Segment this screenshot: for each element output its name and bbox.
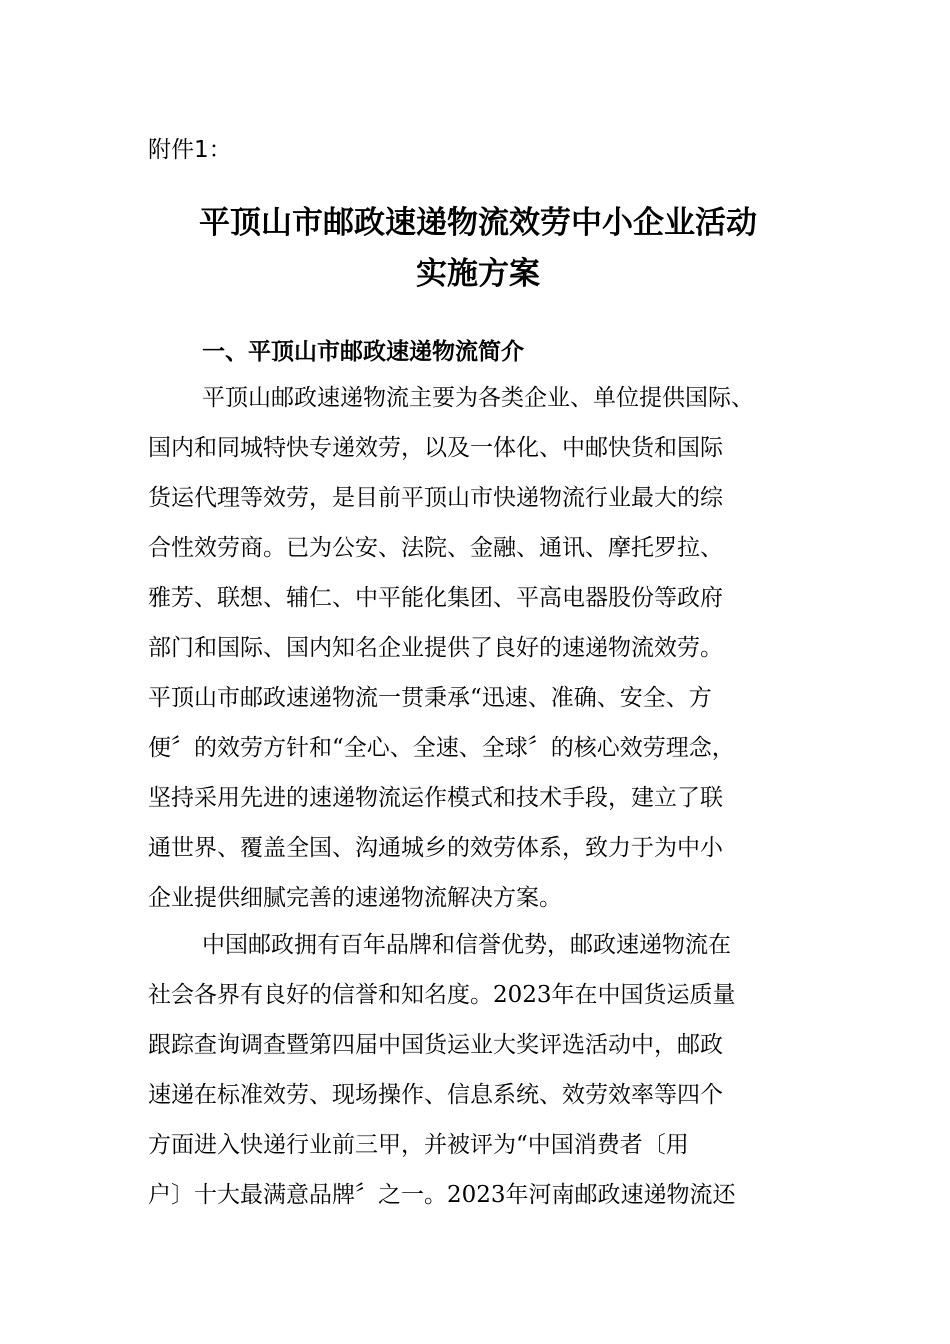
paragraph-line: 速递在标准效劳、现场操作、信息系统、效劳效率等四个 — [148, 1082, 723, 1108]
paragraph-line: 企业提供细腻完善的速递物流解决方案。 — [148, 885, 562, 911]
paragraph-line: 货运代理等效劳，是目前平顶山市快递物流行业最大的综 — [148, 485, 723, 511]
document-title-line-2: 实施方案 — [416, 256, 540, 292]
paragraph-line: 方面进入快递行业前三甲，并被评为“中国消费者〔用 — [148, 1132, 689, 1158]
paragraph-line: 通世界、覆盖全国、沟通城乡的效劳体系，致力于为中小 — [148, 835, 723, 861]
paragraph-line: 合性效劳商。已为公安、法院、金融、通讯、摩托罗拉、 — [148, 535, 723, 561]
paragraph-line: 户〕十大最满意品牌〞之一。2023年河南邮政速递物流还 — [148, 1182, 736, 1208]
paragraph-line: 国内和同城特快专递效劳，以及一体化、中邮快货和国际 — [148, 435, 723, 461]
paragraph-line: 便〞的效劳方针和“全心、全速、全球〞的核心效劳理念， — [148, 735, 735, 761]
paragraph-line: 平顶山市邮政速递物流一贯秉承“迅速、准确、安全、方 — [148, 685, 712, 711]
paragraph-line: 中国邮政拥有百年品牌和信誉优势，邮政速递物流在 — [202, 932, 731, 958]
document-title-line-1: 平顶山市邮政速递物流效劳中小企业活动 — [199, 205, 757, 241]
paragraph-line: 坚持采用先进的速递物流运作模式和技术手段，建立了联 — [148, 785, 723, 811]
section-heading: 一、平顶山市邮政速递物流简介 — [202, 339, 524, 365]
paragraph-line: 平顶山邮政速递物流主要为各类企业、单位提供国际、 — [202, 385, 754, 411]
paragraph-line: 雅芳、联想、辅仁、中平能化集团、平高电器股份等政府 — [148, 585, 723, 611]
paragraph-line: 部门和国际、国内知名企业提供了良好的速递物流效劳。 — [148, 635, 723, 661]
paragraph-line: 社会各界有良好的信誉和知名度。2023年在中国货运质量 — [148, 982, 736, 1008]
paragraph-line: 跟踪查询调查暨第四届中国货运业大奖评选活动中，邮政 — [148, 1032, 723, 1058]
attachment-label: 附件1： — [148, 137, 232, 163]
